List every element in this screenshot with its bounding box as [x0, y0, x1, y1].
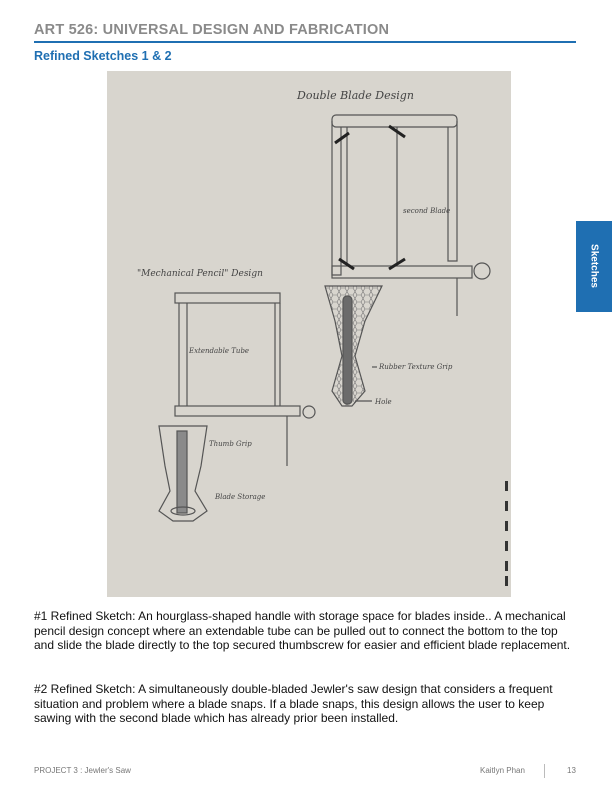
paper-background [107, 71, 511, 597]
footer-author: Kaitlyn Phan [480, 766, 525, 775]
refined-sketch-1-description: #1 Refined Sketch: An hourglass-shaped handle with storage space for blades inside.. A mechanical pencil design concept where an extendable tube can be pulled out to connect the bottom to the top and slide the blade directly to the top secured thumbscrew for easier and efficient blade replacement. [34, 609, 571, 653]
sketch-title-2: Double Blade Design [297, 89, 414, 102]
blade-storage-label: Blade Storage [215, 493, 266, 501]
page-number: 13 [567, 766, 576, 775]
hole-label: Hole [375, 398, 392, 406]
rubber-grip-label: Rubber Texture Grip [379, 363, 453, 371]
sketches-side-tab [576, 221, 612, 312]
footer-project: PROJECT 3 : Jewler's Saw [34, 766, 131, 775]
sketch-title-1: "Mechanical Pencil" Design [137, 269, 263, 279]
refined-sketch-2-description: #2 Refined Sketch: A simultaneously double-bladed Jewler's saw design that considers a frequent situation and problem where a blade snaps. If a blade snaps, this design allows the user to keep sawing with the second blade which has already prior been installed. [34, 682, 553, 726]
second-blade-label: second Blade [403, 207, 451, 215]
section-title: Refined Sketches 1 & 2 [34, 49, 172, 63]
sketch-drawing [107, 71, 511, 597]
extendable-tube-label: Extendable Tube [189, 347, 250, 355]
thumb-grip-label: Thumb Grip [209, 440, 252, 448]
side-tab-label: Sketches [588, 244, 600, 288]
sketch-photo [107, 71, 511, 597]
title-divider [34, 41, 576, 43]
course-title: ART 526: UNIVERSAL DESIGN AND FABRICATION [34, 22, 390, 38]
footer-divider [544, 764, 545, 778]
